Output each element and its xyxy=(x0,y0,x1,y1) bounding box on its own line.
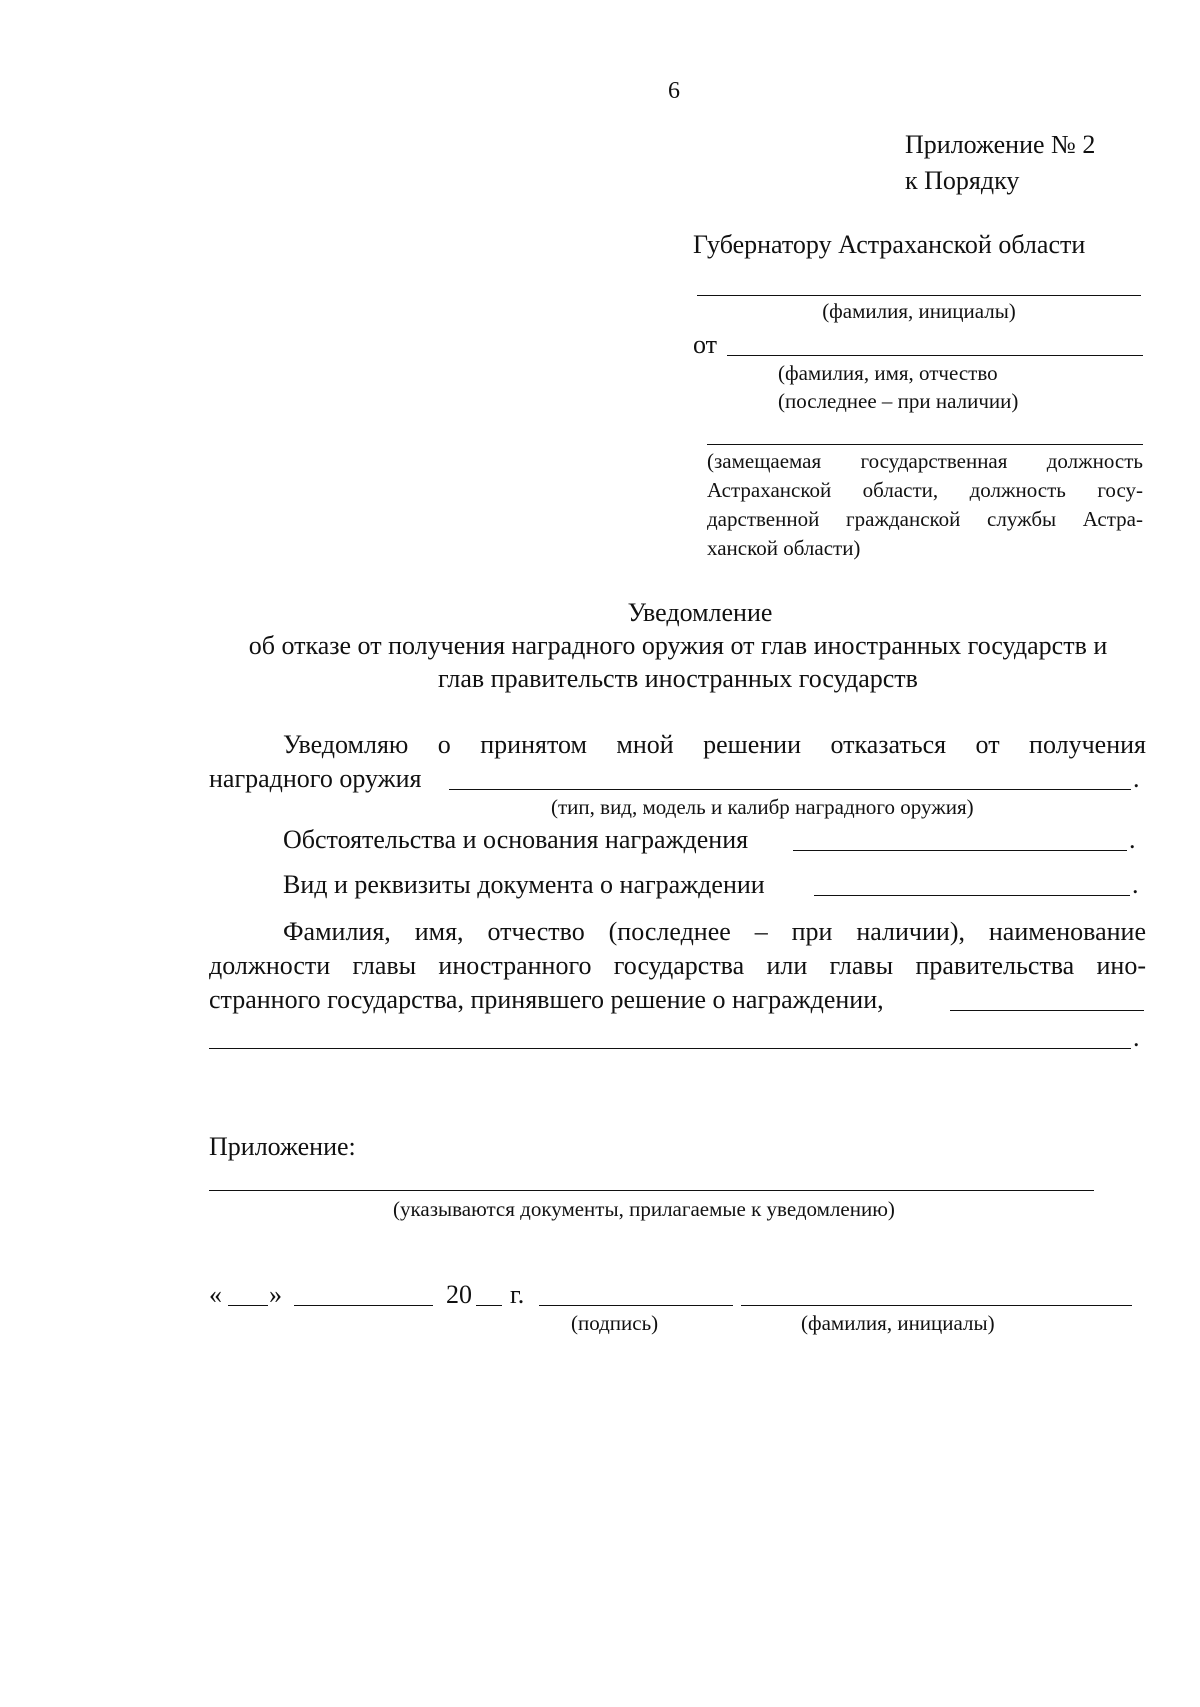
position-caption-1: (замещаемая государственная должность xyxy=(707,449,1143,473)
date-year-prefix: 20 xyxy=(446,1280,472,1309)
notice-subtitle-1: об отказе от получения наградного оружия от глав иностранных государств и xyxy=(248,631,1108,660)
date-year-suffix: г. xyxy=(510,1280,525,1309)
weapon-caption: (тип, вид, модель и калибр наградного оружия) xyxy=(551,795,974,819)
decision-maker-period: . xyxy=(1133,1023,1140,1052)
position-caption-4: ханской области) xyxy=(707,536,861,560)
document-details-line xyxy=(814,895,1130,896)
document-details-period: . xyxy=(1132,870,1139,899)
paragraph-4-line-1: Фамилия, имя, отчество (последнее – при наличии), наименование xyxy=(283,917,1146,946)
decision-maker-line-2 xyxy=(209,1048,1131,1049)
signer-name-caption: (фамилия, инициалы) xyxy=(801,1311,995,1335)
paragraph-2: Обстоятельства и основания награждения xyxy=(283,825,749,854)
paragraph-1-line-2: наградного оружия xyxy=(209,764,422,793)
position-line xyxy=(707,444,1143,445)
decision-maker-line-1 xyxy=(950,1010,1144,1011)
date-day-line xyxy=(228,1305,268,1306)
circumstances-line xyxy=(793,850,1127,851)
paragraph-3: Вид и реквизиты документа о награждении xyxy=(283,870,765,899)
attachment-line xyxy=(209,1190,1094,1191)
from-name-caption-2: (последнее – при наличии) xyxy=(778,389,1019,413)
date-year-line xyxy=(476,1305,502,1306)
date-quote-close: » xyxy=(269,1280,282,1309)
from-name-caption-1: (фамилия, имя, отчество xyxy=(778,361,998,385)
date-month-line xyxy=(294,1305,433,1306)
from-label: от xyxy=(693,330,718,359)
annex-subtitle: к Порядку xyxy=(905,166,1020,195)
notice-title: Уведомление xyxy=(627,598,773,627)
signature-line xyxy=(539,1305,733,1306)
weapon-line xyxy=(449,789,1131,790)
addressee-name-line xyxy=(697,295,1141,296)
paragraph-4-line-3: странного государства, принявшего решение о награждении, xyxy=(209,985,884,1014)
date-quote-open: « xyxy=(209,1280,222,1309)
signature-caption: (подпись) xyxy=(571,1311,659,1335)
paragraph-4-line-2: должности главы иностранного государства или главы правительства ино- xyxy=(209,951,1146,980)
weapon-period: . xyxy=(1133,764,1140,793)
signer-name-line xyxy=(741,1305,1132,1306)
position-caption-2: Астраханской области, должность госу- xyxy=(707,478,1143,502)
attachment-label: Приложение: xyxy=(209,1132,356,1161)
addressee-label: Губернатору Астраханской области xyxy=(693,230,1086,259)
position-caption-3: дарственной гражданской службы Астра- xyxy=(707,507,1143,531)
attachment-caption: (указываются документы, прилагаемые к уведомлению) xyxy=(393,1197,895,1221)
annex-title: Приложение № 2 xyxy=(905,130,1096,159)
paragraph-1-line-1: Уведомляю о принятом мной решении отказаться от получения xyxy=(283,730,1146,759)
circumstances-period: . xyxy=(1129,825,1136,854)
page-number: 6 xyxy=(668,78,680,104)
notice-subtitle-2: глав правительств иностранных государств xyxy=(438,664,918,693)
addressee-name-caption: (фамилия, инициалы) xyxy=(822,299,1016,323)
from-name-line xyxy=(727,355,1143,356)
